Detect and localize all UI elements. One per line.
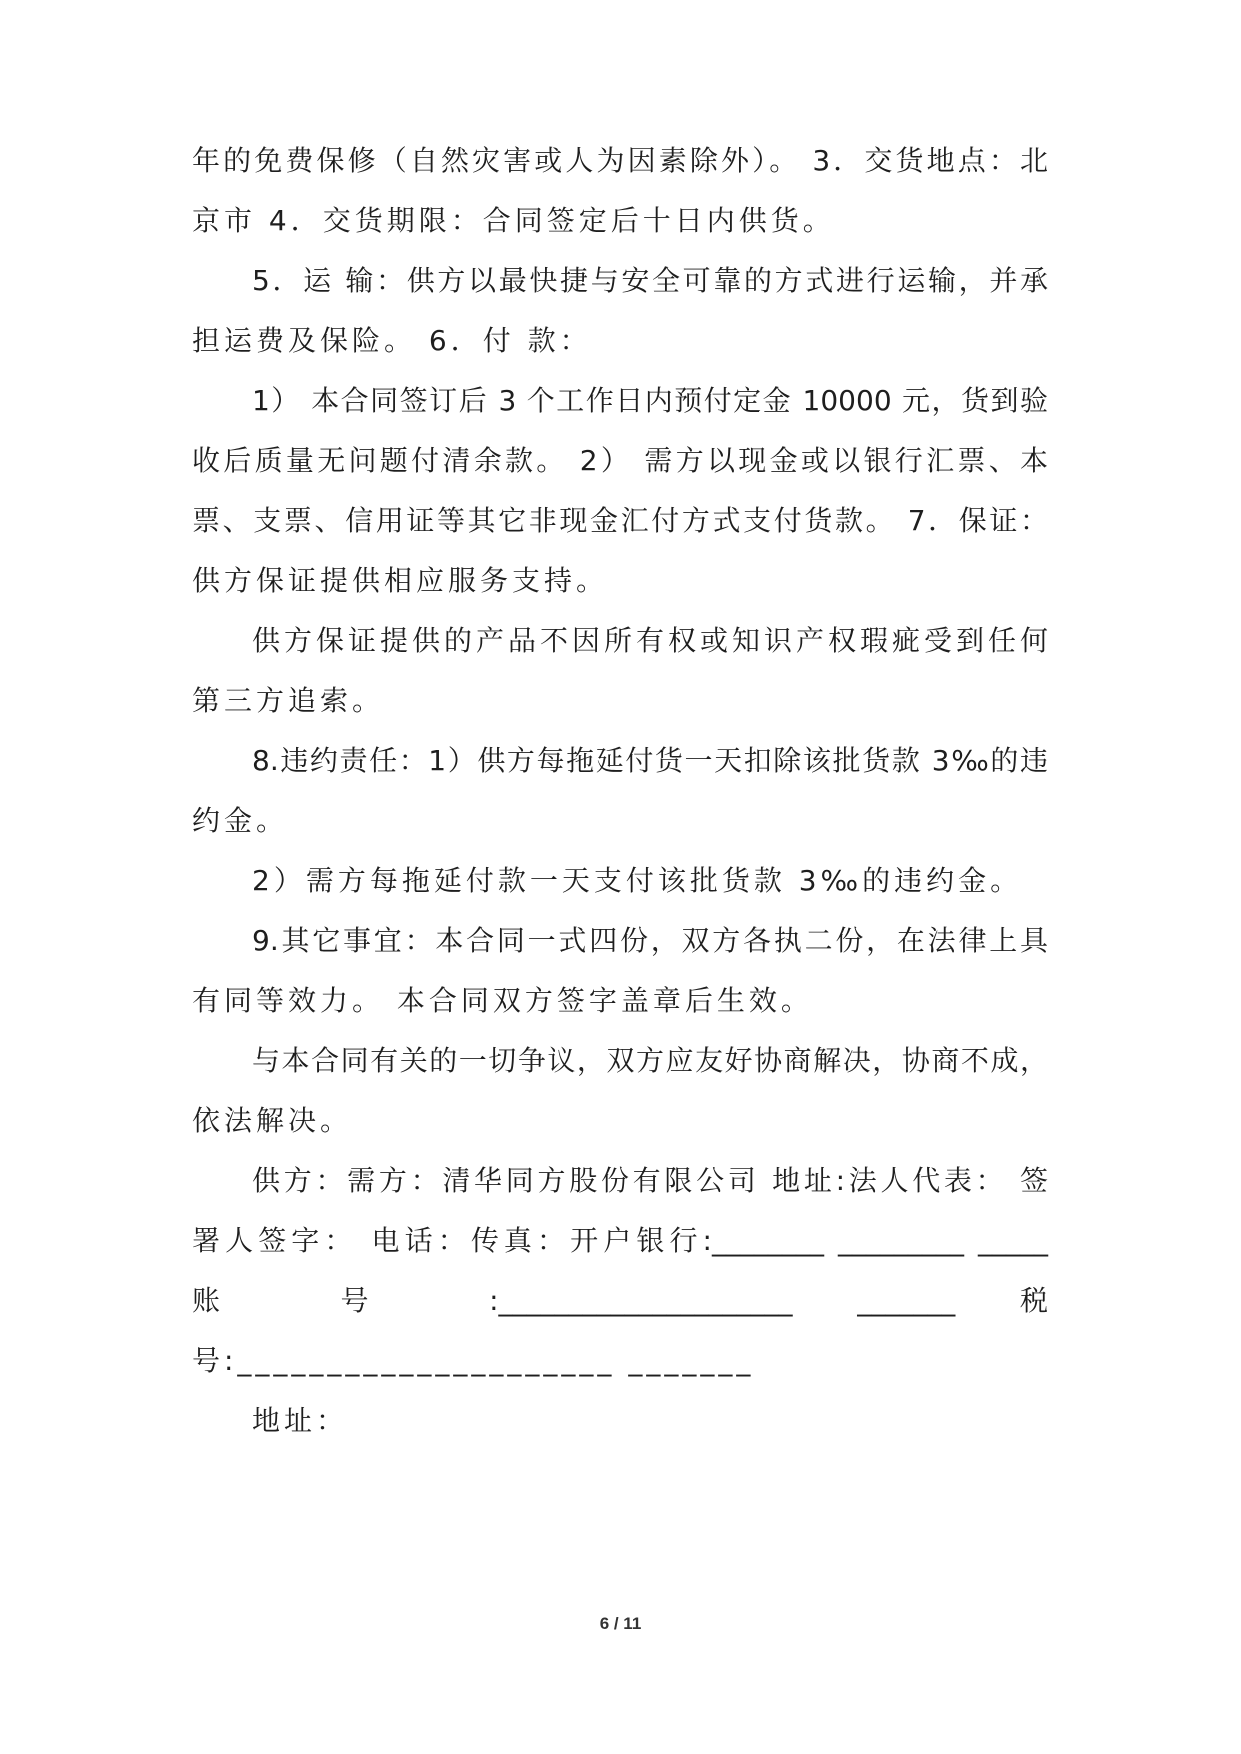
paragraph-line: 收后质量无问题付清余款。 2） 需方以现金或以银行汇票、本 [192,444,1048,477]
paragraph-line: 号:_____________________ _______ [192,1344,755,1377]
paragraph-line: 署人签字： 电话：传真：开户银行:________ _________ _____ [192,1224,1048,1257]
paragraph-line: 票、支票、信用证等其它非现金汇付方式支付货款。 7．保证： [192,504,1048,537]
page-number: 6 / 11 [599,1614,642,1633]
paragraph-line: 有同等效力。 本合同双方签字盖章后生效。 [192,984,813,1017]
paragraph-line: 第三方追索。 [192,684,385,717]
paragraph-line: 与本合同有关的一切争议，双方应友好协商解决，协商不成， [252,1044,1048,1077]
paragraph-line: 担运费及保险。 6．付 款： [192,324,592,357]
paragraph-line: 供方保证提供的产品不因所有权或知识产权瑕疵受到任何 [252,624,1048,657]
paragraph-line: 约金。 [192,804,289,837]
paragraph-line: 依法解决。 [192,1104,353,1137]
paragraph-line: 账 号 :_____________________ _______ 税 [192,1284,1048,1317]
paragraph-line: 8.违约责任：1）供方每拖延付货一天扣除该批货款 3‰的违 [252,744,1048,777]
paragraph-line: 供方：需方：清华同方股份有限公司 地址:法人代表： 签 [252,1164,1048,1197]
paragraph-line: 2）需方每拖延付款一天支付该批货款 3‰的违约金。 [252,864,1023,897]
paragraph-line: 9.其它事宜：本合同一式四份，双方各执二份，在法律上具 [252,924,1048,957]
paragraph-line: 5．运 输：供方以最快捷与安全可靠的方式进行运输，并承 [252,264,1048,297]
paragraph-line: 地址： [252,1404,349,1437]
paragraph-line: 京市 4．交货期限：合同签定后十日内供货。 [192,204,835,237]
paragraph-line: 年的免费保修（自然灾害或人为因素除外）。 3．交货地点：北 [192,144,1048,177]
paragraph-line: 供方保证提供相应服务支持。 [192,564,609,597]
paragraph-line: 1） 本合同签订后 3 个工作日内预付定金 10000 元，货到验 [252,384,1048,417]
